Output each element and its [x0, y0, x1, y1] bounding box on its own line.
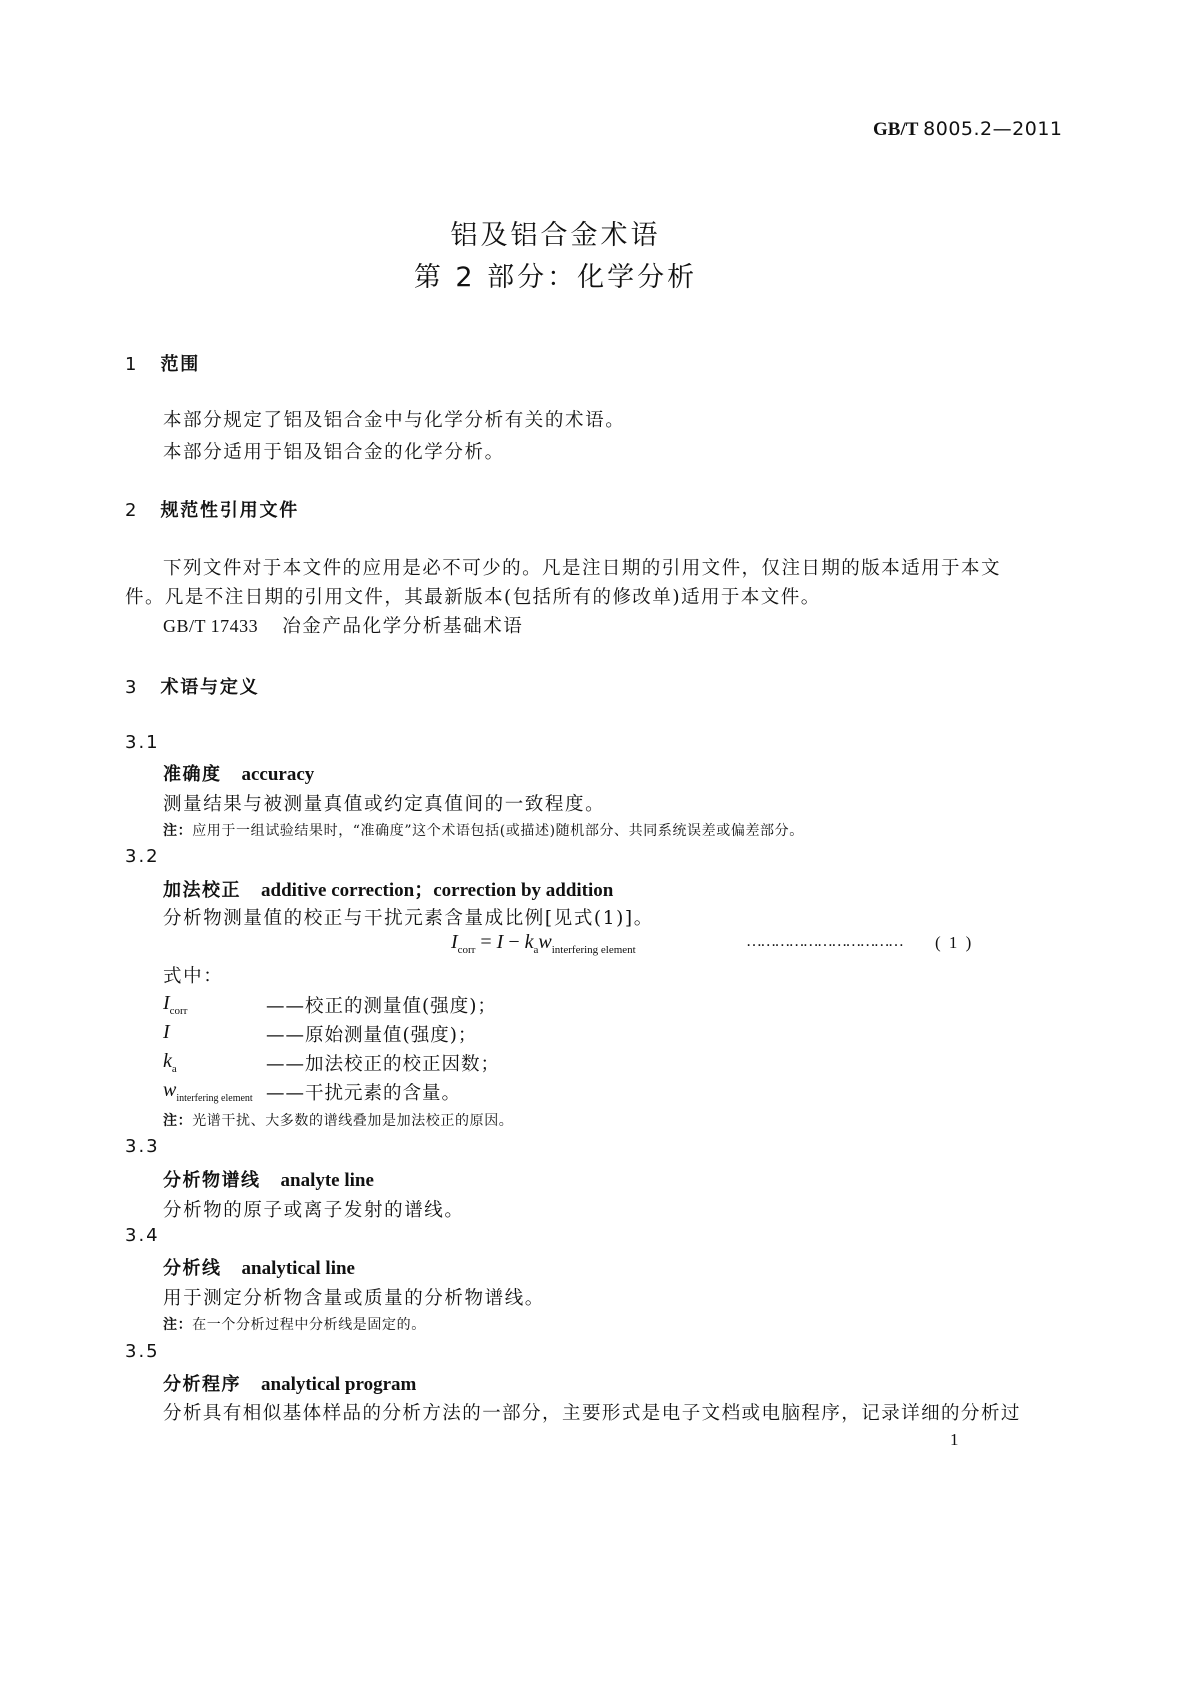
standard-number — [873, 118, 1063, 141]
section-number: 3 — [125, 677, 139, 698]
where-label: 式中： — [163, 966, 224, 987]
variable-description: ——原始测量值(强度)； — [266, 1025, 478, 1046]
section-1-heading — [125, 350, 200, 376]
section-title: 范围 — [160, 354, 201, 375]
variable-symbol: I — [163, 992, 170, 1014]
term-note — [163, 1314, 426, 1334]
term-heading — [163, 1254, 355, 1280]
doc-title-line1: 铝及铝合金术语 — [450, 220, 661, 251]
variable-symbol: I — [163, 1021, 170, 1043]
variable-description: ——校正的测量值(强度)； — [266, 996, 497, 1017]
formula-operator: − — [503, 931, 525, 953]
note-label: 注： — [163, 823, 193, 839]
term-number: 3.3 — [125, 1136, 160, 1157]
formula-subscript: a — [533, 944, 539, 956]
variable-row — [163, 992, 187, 1017]
term-note — [163, 820, 804, 840]
term-chinese: 分析程序 — [163, 1374, 241, 1395]
section-title: 规范性引用文件 — [160, 500, 300, 521]
note-label: 注： — [163, 1113, 193, 1129]
term-chinese: 分析物谱线 — [163, 1170, 261, 1191]
reference-title: 冶金产品化学分析基础术语 — [282, 616, 524, 637]
section-3-heading — [125, 673, 259, 699]
variable-description: ——干扰元素的含量。 — [266, 1083, 462, 1104]
variable-symbol: k — [163, 1050, 172, 1072]
term-english: accuracy — [241, 764, 315, 785]
term-heading — [163, 875, 613, 902]
formula-subscript: corr — [457, 944, 476, 956]
term-heading — [163, 760, 314, 786]
section-number: 1 — [125, 354, 139, 375]
term-english: analytical program — [261, 1374, 417, 1395]
term-english: analytical line — [241, 1258, 355, 1279]
term-chinese: 准确度 — [163, 764, 222, 785]
term-definition: 分析物的原子或离子发射的谱线。 — [163, 1200, 465, 1221]
note-text: 光谱干扰、大多数的谱线叠加是加法校正的原因。 — [192, 1113, 514, 1129]
note-text: 应用于一组试验结果时，“准确度”这个术语包括(或描述)随机部分、共同系统误差或偏差部分。 — [192, 823, 804, 839]
variable-row — [163, 1021, 170, 1044]
term-english: analyte line — [280, 1170, 374, 1191]
standard-prefix: GB/T — [873, 119, 919, 140]
doc-title-line2: 第 2 部分：化学分析 — [413, 262, 698, 293]
variable-row — [163, 1079, 253, 1104]
term-definition: 用于测定分析物含量或质量的分析物谱线。 — [163, 1288, 545, 1309]
term-english: additive correction；correction by addition — [261, 880, 614, 901]
variable-description: ——加法校正的校正因数； — [266, 1054, 501, 1075]
variable-subscript: corr — [169, 1005, 188, 1017]
formula-operator: = — [475, 931, 497, 953]
section-number: 2 — [125, 500, 139, 521]
section-1-para-1: 本部分规定了铝及铝合金中与化学分析有关的术语。 — [163, 410, 626, 431]
term-number: 3.1 — [125, 732, 160, 753]
formula-symbol: k — [524, 931, 534, 953]
section-title: 术语与定义 — [160, 677, 260, 698]
term-definition: 分析物测量值的校正与干扰元素含量成比例[见式(1)]。 — [163, 908, 654, 929]
term-number: 3.4 — [125, 1225, 160, 1246]
formula-number: ( 1 ) — [935, 933, 974, 952]
term-heading — [163, 1370, 416, 1396]
section-2-heading — [125, 496, 299, 522]
note-label: 注： — [163, 1317, 193, 1333]
note-text: 在一个分析过程中分析线是固定的。 — [192, 1317, 426, 1333]
formula-symbol: I — [451, 931, 458, 953]
term-note — [163, 1110, 513, 1130]
formula-leader-dots: …………………………… — [746, 933, 903, 950]
term-chinese: 加法校正 — [163, 880, 241, 901]
formula-subscript: interfering element — [551, 944, 636, 956]
section-1-para-2: 本部分适用于铝及铝合金的化学分析。 — [163, 442, 505, 463]
variable-symbol: w — [163, 1079, 177, 1101]
formula-1 — [451, 931, 636, 956]
standard-code: 8005.2—2011 — [923, 118, 1063, 140]
variable-row — [163, 1050, 177, 1075]
term-chinese: 分析线 — [163, 1258, 222, 1279]
term-definition: 测量结果与被测量真值或约定真值间的一致程度。 — [163, 794, 606, 815]
section-2-para-line-1: 下列文件对于本文件的应用是必不可少的。凡是注日期的引用文件，仅注日期的版本适用于本文 — [163, 558, 1001, 579]
formula-symbol: w — [538, 931, 552, 953]
term-number: 3.2 — [125, 846, 160, 867]
term-heading — [163, 1166, 374, 1192]
term-definition: 分析具有相似基体样品的分析方法的一部分，主要形式是电子文档或电脑程序，记录详细的分析过 — [163, 1403, 1021, 1424]
variable-subscript: a — [171, 1063, 177, 1075]
normative-reference — [163, 612, 523, 638]
variable-subscript: interfering element — [176, 1093, 253, 1104]
page-number: 1 — [950, 1430, 959, 1449]
reference-code: GB/T 17433 — [163, 616, 259, 636]
formula-symbol: I — [496, 931, 504, 953]
term-number: 3.5 — [125, 1341, 160, 1362]
section-2-para-line-2: 件。凡是不注日期的引用文件，其最新版本(包括所有的修改单)适用于本文件。 — [125, 587, 821, 608]
